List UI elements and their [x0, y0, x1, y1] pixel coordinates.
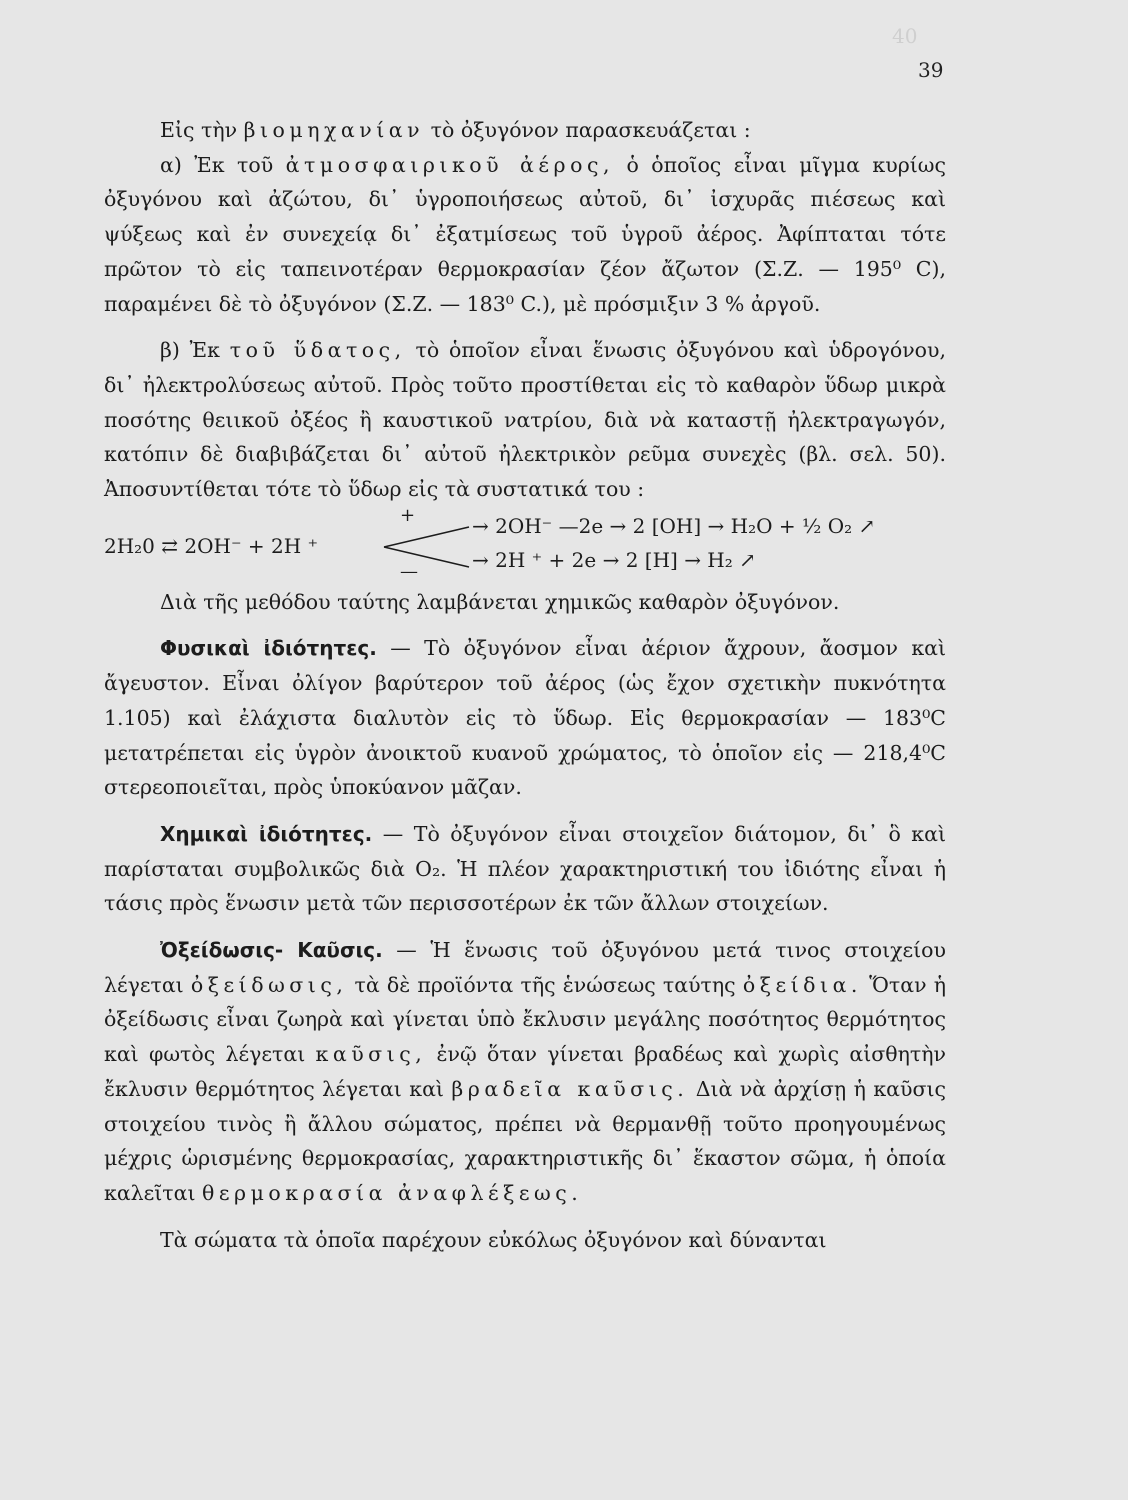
spaced-term: ἀτμοσφαιρικοῦ ἀέρος,: [285, 152, 614, 177]
paragraph-continued: Τὰ σώματα τὰ ὁποῖα παρέχουν εὐκόλως ὀξυγόνον καὶ δύνανται: [160, 1227, 827, 1252]
equation-anode-branch: → 2OH⁻ —2e → 2 [OH] → H₂O + ½ O₂ ↗: [472, 513, 876, 538]
paragraph-physical-properties: Φυσικαὶ ἰδιότητες. — Τὸ ὀξυγόνον εἶναι ἀέριον ἄχρουν, ἄοσμον καὶ ἄγευστον. Εἶναι ὀλίγον βαρύτερον τοῦ ἀέρος (ὡς ἔχον σχετικὴν πυκνότητα 1.105) καὶ ἐλάχιστα διαλυτὸν εἰς τὸ ὕδωρ. Εἰς θερμοκρασίαν — 183⁰C μετατρέπεται εἰς ὑγρὸν ἀνοικτοῦ κυανοῦ χρώματος, τὸ ὁποῖον εἰς — 218,4⁰C στερεοποιεῖται, πρὸς ὑποκύανον μᾶζαν.: [104, 636, 947, 800]
paragraph-method-result: Διὰ τῆς μεθόδου ταύτης λαμβάνεται χημικῶς καθαρὸν ὀξυγόνον.: [160, 589, 840, 614]
page-body: [104, 113, 946, 1257]
equation-cathode-branch: → 2H ⁺ + 2e → 2 [H] → H₂ ↗: [472, 547, 756, 572]
equation-minus-pole: —: [400, 560, 418, 582]
electrolysis-equation: [104, 504, 946, 582]
spaced-term: τοῦ ὕδατος,: [229, 338, 406, 363]
spaced-term: βιομηχανίαν: [243, 118, 425, 142]
paragraph-from-air: α) Ἐκ τοῦ ἀτμοσφαιρικοῦ ἀέρος, ὁ ὁποῖος εἶναι μῖγμα κυρίως ὀξυγόνου καὶ ἀζώτου, δι᾽ ὑγροποιήσεως αὐτοῦ, δι᾽ ἰσχυρᾶς πιέσεως καὶ ψύξεως καὶ ἐν συνεχείᾳ δι᾽ ἐξατμίσεως τοῦ ὑγροῦ ἀέρος. Ἀφίπταται τότε πρῶτον τὸ εἰς ταπεινοτέραν θερμοκρασίαν ζέον ἄζωτον (Σ.Ζ. — 195⁰ C), παραμένει δὲ τὸ ὀξυγόνον (Σ.Ζ. — 183⁰ C.), μὲ πρόσμιξιν 3 % ἀργοῦ.: [104, 152, 946, 316]
paragraph-from-water: β) Ἐκ τοῦ ὕδατος, τὸ ὁποῖον εἶναι ἕνωσις ὀξυγόνου καὶ ὑδρογόνου, δι᾽ ἠλεκτρολύσεως αὐτοῦ. Πρὸς τοῦτο προστίθεται εἰς τὸ καθαρὸν ὕδωρ μικρὰ ποσότης θειικοῦ ὀξέος ἢ καυστικοῦ νατρίου, διὰ νὰ καταστῇ ἠλεκτραγωγόν, κατόπιν δὲ διαβιβάζεται δι᾽ αὐτοῦ ἠλεκτρικὸν ρεῦμα συνεχὲς (βλ. σελ. 50). Ἀποσυντίθεται τότε τὸ ὕδωρ εἰς τὰ συστατικά του :: [104, 338, 946, 502]
paragraph-chemical-properties: Χημικαὶ ἰδιότητες. — Τὸ ὀξυγόνον εἶναι στοιχεῖον διάτομον, δι᾽ ὃ καὶ παρίσταται συμβολικῶς διὰ O₂. Ἡ πλέον χαρακτηριστική του ἰδιότης εἶναι ἡ τάσις πρὸς ἕνωσιν μετὰ τῶν περισσοτέρων ἐκ τῶν ἄλλων στοιχείων.: [104, 821, 947, 916]
spaced-term: ὀξείδια.: [742, 972, 862, 997]
show-through-page-number: 40: [892, 24, 918, 48]
spaced-term: καῦσις,: [315, 1042, 427, 1067]
spaced-term: βραδεῖα καῦσις.: [451, 1076, 689, 1101]
spaced-term: θερμοκρασία ἀναφλέξεως.: [202, 1180, 583, 1205]
section-heading: Ὀξείδωσις- Καῦσις.: [160, 938, 383, 963]
equation-branch-arrows: [374, 517, 474, 577]
equation-left: 2H₂0 ⇄ 2OH⁻ + 2H ⁺: [104, 533, 319, 558]
paragraph-oxidation-combustion: Ὀξείδωσις- Καῦσις. — Ἡ ἕνωσις τοῦ ὀξυγόνου μετά τινος στοιχείου λέγεται ὀξείδωσις, τὰ δὲ προϊόντα τῆς ἑνώσεως ταύτης ὀξείδια. Ὅταν ἡ ὀξείδωσις εἶναι ζωηρὰ καὶ γίνεται ὑπὸ ἔκλυσιν μεγάλης ποσότητος θερμότητος καὶ φωτὸς λέγεται καῦσις, ἐνῷ ὅταν γίνεται βραδέως καὶ χωρὶς αἰσθητὴν ἔκλυσιν θερμότητος λέγεται καὶ βραδεῖα καῦσις. Διὰ νὰ ἀρχίσῃ ἡ καῦσις στοιχείου τινὸς ἢ ἄλλου σώματος, πρέπει νὰ θερμανθῇ τοῦτο προηγουμένως μέχρις ὡρισμένης θερμοκρασίας, χαρακτηριστικῆς δι᾽ ἕκαστον σῶμα, ἡ ὁποία καλεῖται θερμοκρασία ἀναφλέξεως.: [104, 938, 946, 1205]
section-heading: Φυσικαὶ ἰδιότητες.: [160, 636, 377, 661]
equation-plus-pole: +: [400, 504, 416, 526]
section-heading: Χημικαὶ ἰδιότητες.: [160, 821, 373, 846]
paragraph-industrial-intro: Εἰς τὴν βιομηχανίαν τὸ ὀξυγόνον παρασκευάζεται :: [160, 118, 751, 142]
spaced-term: ὀξείδωσις,: [190, 972, 348, 997]
page-number: 39: [918, 58, 944, 82]
